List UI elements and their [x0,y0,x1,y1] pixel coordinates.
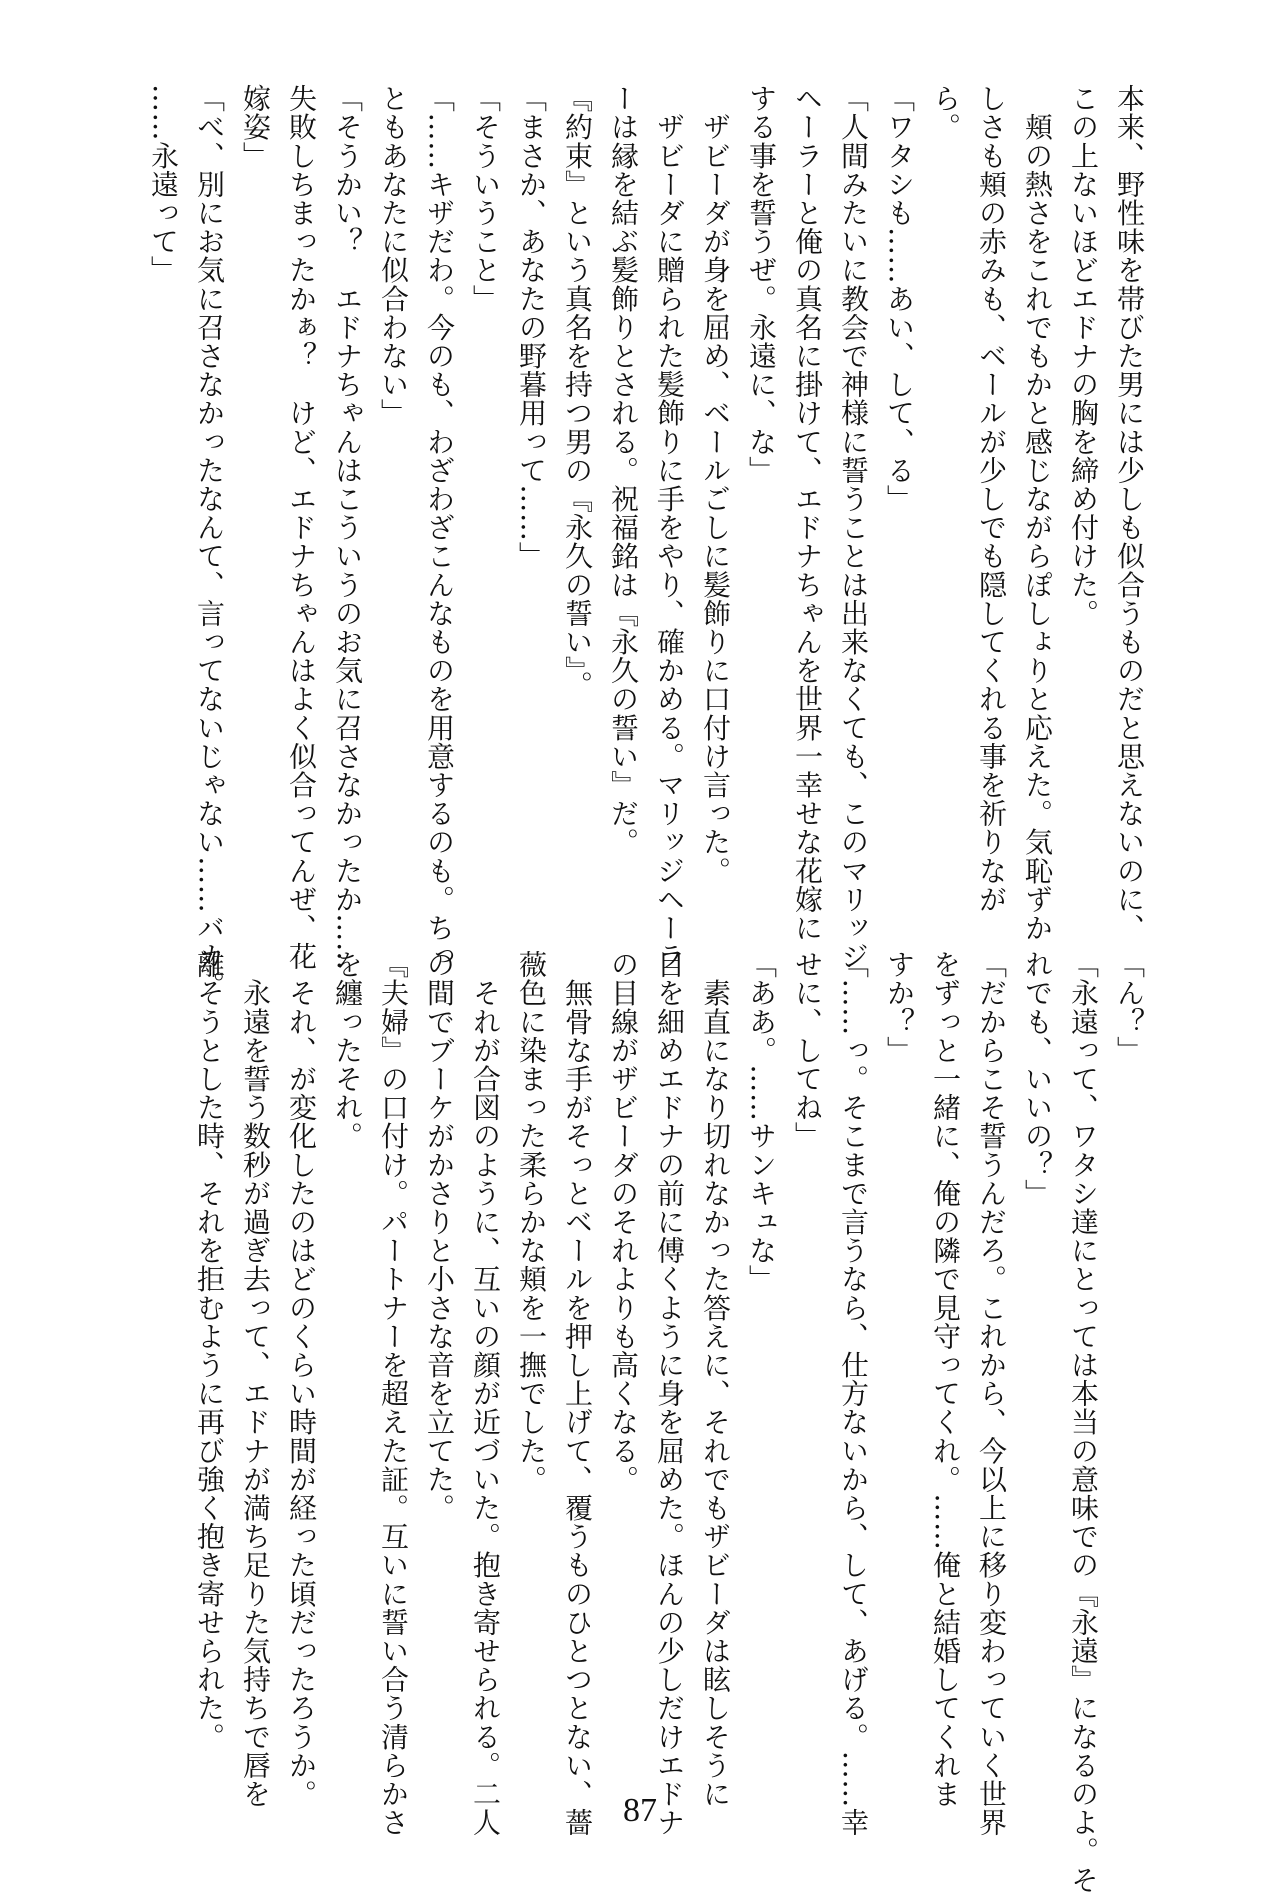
text-column: 本来、野性味を帯びた男には少しも似合うものだと思えないのに、 [1113,84,1146,942]
text-column: 「永遠って、ワタシ達にとっては本当の意味での『永遠』になるのよ。そ [1067,950,1100,1894]
text-column: 離そうとした時、それを拒むように再び強く抱き寄せられた。 [193,950,226,1751]
text-column: ザビーダに贈られた髪飾りに手をやり、確かめる。マリッジヘーラ [653,84,686,971]
text-column: しさも頬の赤みも、ベールが少しでも隠してくれる事を祈りなが [975,84,1008,914]
text-column: 失敗しちまったかぁ？ けど、エドナちゃんはよく似合ってんぜ、花 [285,84,318,971]
text-column: 『夫婦』の口付け。パートナーを超えた証。互いに誓い合う清らかさ [377,950,410,1837]
page-number: 87 [623,1792,657,1829]
text-column: 『約束』という真名を持つ男の『永久の誓い』。 [561,84,594,700]
text-column: 「べ、別にお気に召さなかったなんて、言ってないじゃない……バカ。 [193,84,226,1000]
text-column: 「人間みたいに教会で神様に誓うことは出来なくても、このマリッジ [837,84,870,971]
text-column: せに、してね」 [791,950,824,1151]
text-column: 「まさか、あなたの野暮用って……」 [515,84,548,571]
text-column: ーは縁を結ぶ髪飾りとされる。祝福銘は『永久の誓い』だ。 [607,84,640,857]
text-column: 「ん？」 [1113,950,1146,1065]
text-column: この上ないほどエドナの胸を締め付けた。 [1067,84,1100,628]
text-column: すか？」 [883,950,916,1065]
text-column: それ、が変化したのはどのくらい時間が経った頃だったろうか。 [285,950,318,1808]
text-column: ら。 [929,84,962,142]
text-column: 「そうかい？ エドナちゃんはこういうのお気に召さなかったか…… [331,84,364,971]
text-column: 薇色に染まった柔らかな頬を一撫でした。 [515,950,548,1494]
text-column: の目線がザビーダのそれよりも高くなる。 [607,950,640,1494]
text-column: 「……キザだわ。今のも、わざわざこんなものを用意するのも。ちっ [423,84,456,971]
text-column: 無骨な手がそっとベールを押し上げて、覆うものひとつとない、薔 [561,950,594,1837]
text-column: 「ああ。……サンキュな」 [745,950,778,1294]
text-column: 「……っ。そこまで言うなら、仕方ないから、して、あげる。……幸 [837,950,870,1837]
text-column: 頬の熱さをこれでもかと感じながらぽしょりと応えた。気恥ずか [1021,84,1054,942]
text-column: 「ワタシも……あい、して、る」 [883,84,916,513]
text-column: 嫁姿」 [239,84,272,170]
text-column: 「だからこそ誓うんだろ。これから、今以上に移り変わっていく世界 [975,950,1008,1837]
text-column: ……永遠って」 [147,84,180,285]
text-column: ヘーラーと俺の真名に掛けて、エドナちゃんを世界一幸せな花嫁に [791,84,824,942]
text-column: れでも、いいの？」 [1021,950,1054,1208]
text-column: 目を細めエドナの前に傅くように身を屈めた。ほんの少しだけエドナ [653,950,686,1837]
upper-text-block [140,84,1152,1000]
text-column: ザビーダが身を屈め、ベールごしに髪飾りに口付け言った。 [699,84,732,885]
text-column: をずっと一緒に、俺の隣で見守ってくれ。……俺と結婚してくれま [929,950,962,1808]
text-column: を纏ったそれ。 [331,950,364,1151]
text-column: 「そういうこと」 [469,84,502,313]
text-column: する事を誓うぜ。永遠に、な」 [745,84,778,485]
text-column: ともあなたに似合わない」 [377,84,410,428]
text-column: 素直になり切れなかった答えに、それでもザビーダは眩しそうに [699,950,732,1808]
text-column: 永遠を誓う数秒が過ぎ去って、エドナが満ち足りた気持ちで唇を [239,950,272,1808]
text-column: の間でブーケがかさりと小さな音を立てた。 [423,950,456,1522]
text-column: それが合図のように、互いの顔が近づいた。抱き寄せられる。二人 [469,950,502,1837]
